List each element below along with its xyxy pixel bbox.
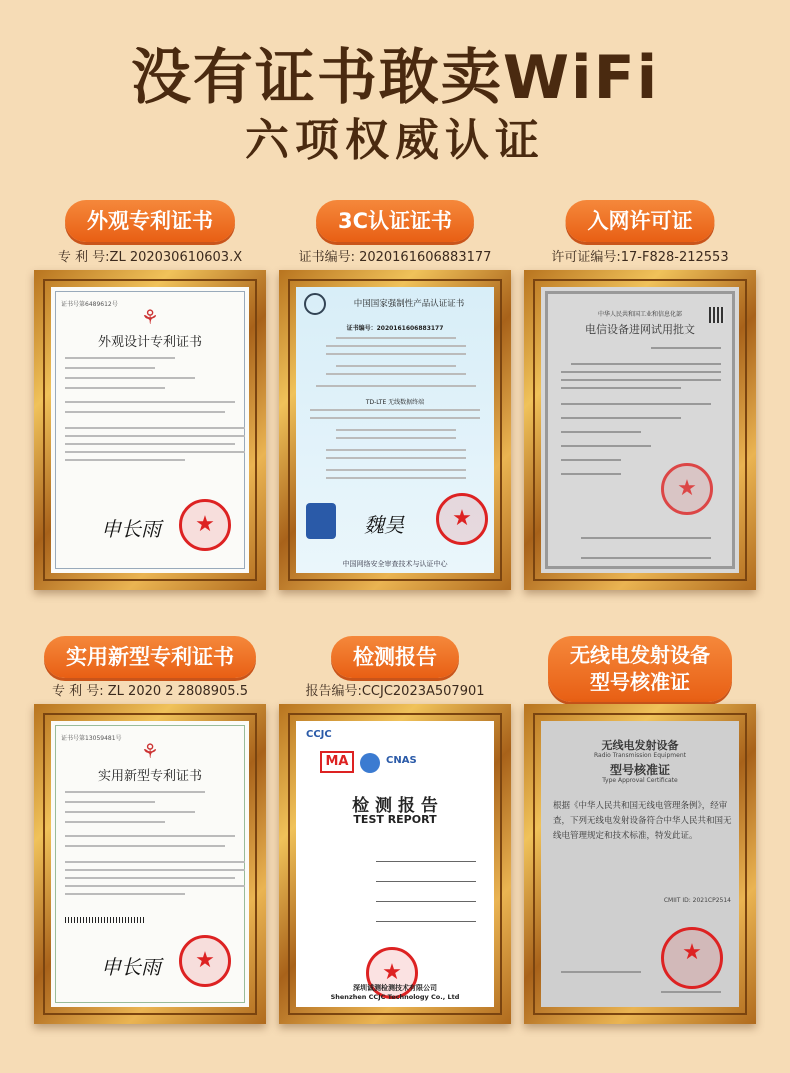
signature: 魏昊 [364, 513, 404, 537]
signature: 申长雨 [101, 955, 161, 979]
cert-frame [524, 270, 756, 590]
cert-frame [34, 704, 266, 1024]
doc-model: TD-LTE 无线数据终端 [365, 399, 425, 406]
doc-org: 中华人民共和国工业和信息化部 [597, 311, 682, 318]
doc-footer: 中国网络安全审查技术与认证中心 [342, 560, 448, 568]
ccjc-logo: CCJC [306, 729, 332, 740]
cert-number: 证书编号: 2020161606883177 [298, 250, 492, 265]
cert-number: 许可证编号:17-F828-212553 [551, 250, 729, 265]
cert-frame [279, 270, 511, 590]
signature: 申长雨 [101, 517, 161, 541]
doc-title: 无线电发射设备 [601, 739, 679, 752]
doc-cmiit-id: CMIIT ID: 2021CP2514 [663, 897, 731, 904]
official-seal-icon [661, 463, 713, 515]
cert-badge: 3C认证证书 [316, 200, 474, 242]
doc-number: 证书号第6489612号 [61, 301, 118, 308]
doc-title: 电信设备进网试用批文 [585, 323, 695, 336]
official-seal-icon [436, 493, 488, 545]
doc-subtitle-en: Type Approval Certificate [602, 777, 678, 784]
doc-title-en: TEST REPORT [353, 813, 437, 826]
cert-badge: 入网许可证 [566, 200, 715, 242]
cert-frame [524, 704, 756, 1024]
page-title: 没有证书敢卖WiFi [130, 43, 660, 113]
doc-body: 根据《中华人民共和国无线电管理条例》，经审查，下列无线电发射设备符合中华人民共和国无线电管理规定和技术标准，特发此证。 [553, 801, 732, 841]
company-name-cn: 深圳诚测检测技术有限公司 [353, 984, 437, 992]
cert-document [296, 721, 494, 1007]
doc-title: 检 测 报 告 [352, 796, 438, 816]
cert-frame [279, 704, 511, 1024]
cert-badge [548, 636, 732, 702]
doc-number: 证书号第13059481号 [61, 735, 122, 742]
cert-badge: 实用新型专利证书 [44, 636, 256, 678]
official-seal-icon [179, 499, 231, 551]
ma-logo: MA [320, 751, 354, 773]
cert-number: 专 利 号: ZL 2020 2 2808905.5 [52, 684, 248, 699]
ccrc-logo-icon [306, 503, 336, 539]
cert-document [541, 287, 739, 573]
cert-frame [34, 270, 266, 590]
cert-document [51, 721, 249, 1007]
cert-badge: 外观专利证书 [65, 200, 235, 242]
doc-number: 证书编号：2020161606883177 [346, 325, 444, 332]
patent-office-logo-icon: ⚘ [141, 305, 159, 329]
ilac-logo-icon [360, 753, 380, 773]
doc-title: 实用新型专利证书 [97, 769, 202, 784]
qr-code-icon [709, 307, 725, 323]
page-subtitle: 六项权威认证 [245, 115, 545, 166]
cert-number: 报告编号:CCJC2023A507901 [305, 684, 485, 699]
company-name-en: Shenzhen CCJC Technology Co., Ltd [330, 993, 460, 1001]
cert-document [296, 287, 494, 573]
cert-document [541, 721, 739, 1007]
official-seal-icon [179, 935, 231, 987]
patent-office-logo-icon: ⚘ [141, 739, 159, 763]
official-seal-icon [661, 927, 723, 989]
cert-badge-line2: 型号核准证 [590, 670, 690, 694]
doc-title-en: Radio Transmission Equipment [593, 752, 686, 759]
doc-title: 中国国家强制性产品认证证书 [353, 299, 465, 309]
doc-subtitle: 型号核准证 [609, 763, 670, 777]
cert-number: 专 利 号:ZL 202030610603.X [57, 250, 243, 265]
doc-title: 外观设计专利证书 [97, 335, 202, 350]
cert-document [51, 287, 249, 573]
cert-badge-line1: 无线电发射设备 [570, 643, 710, 667]
cnas-logo: CNAS [386, 755, 417, 766]
cert-badge: 检测报告 [331, 636, 459, 678]
